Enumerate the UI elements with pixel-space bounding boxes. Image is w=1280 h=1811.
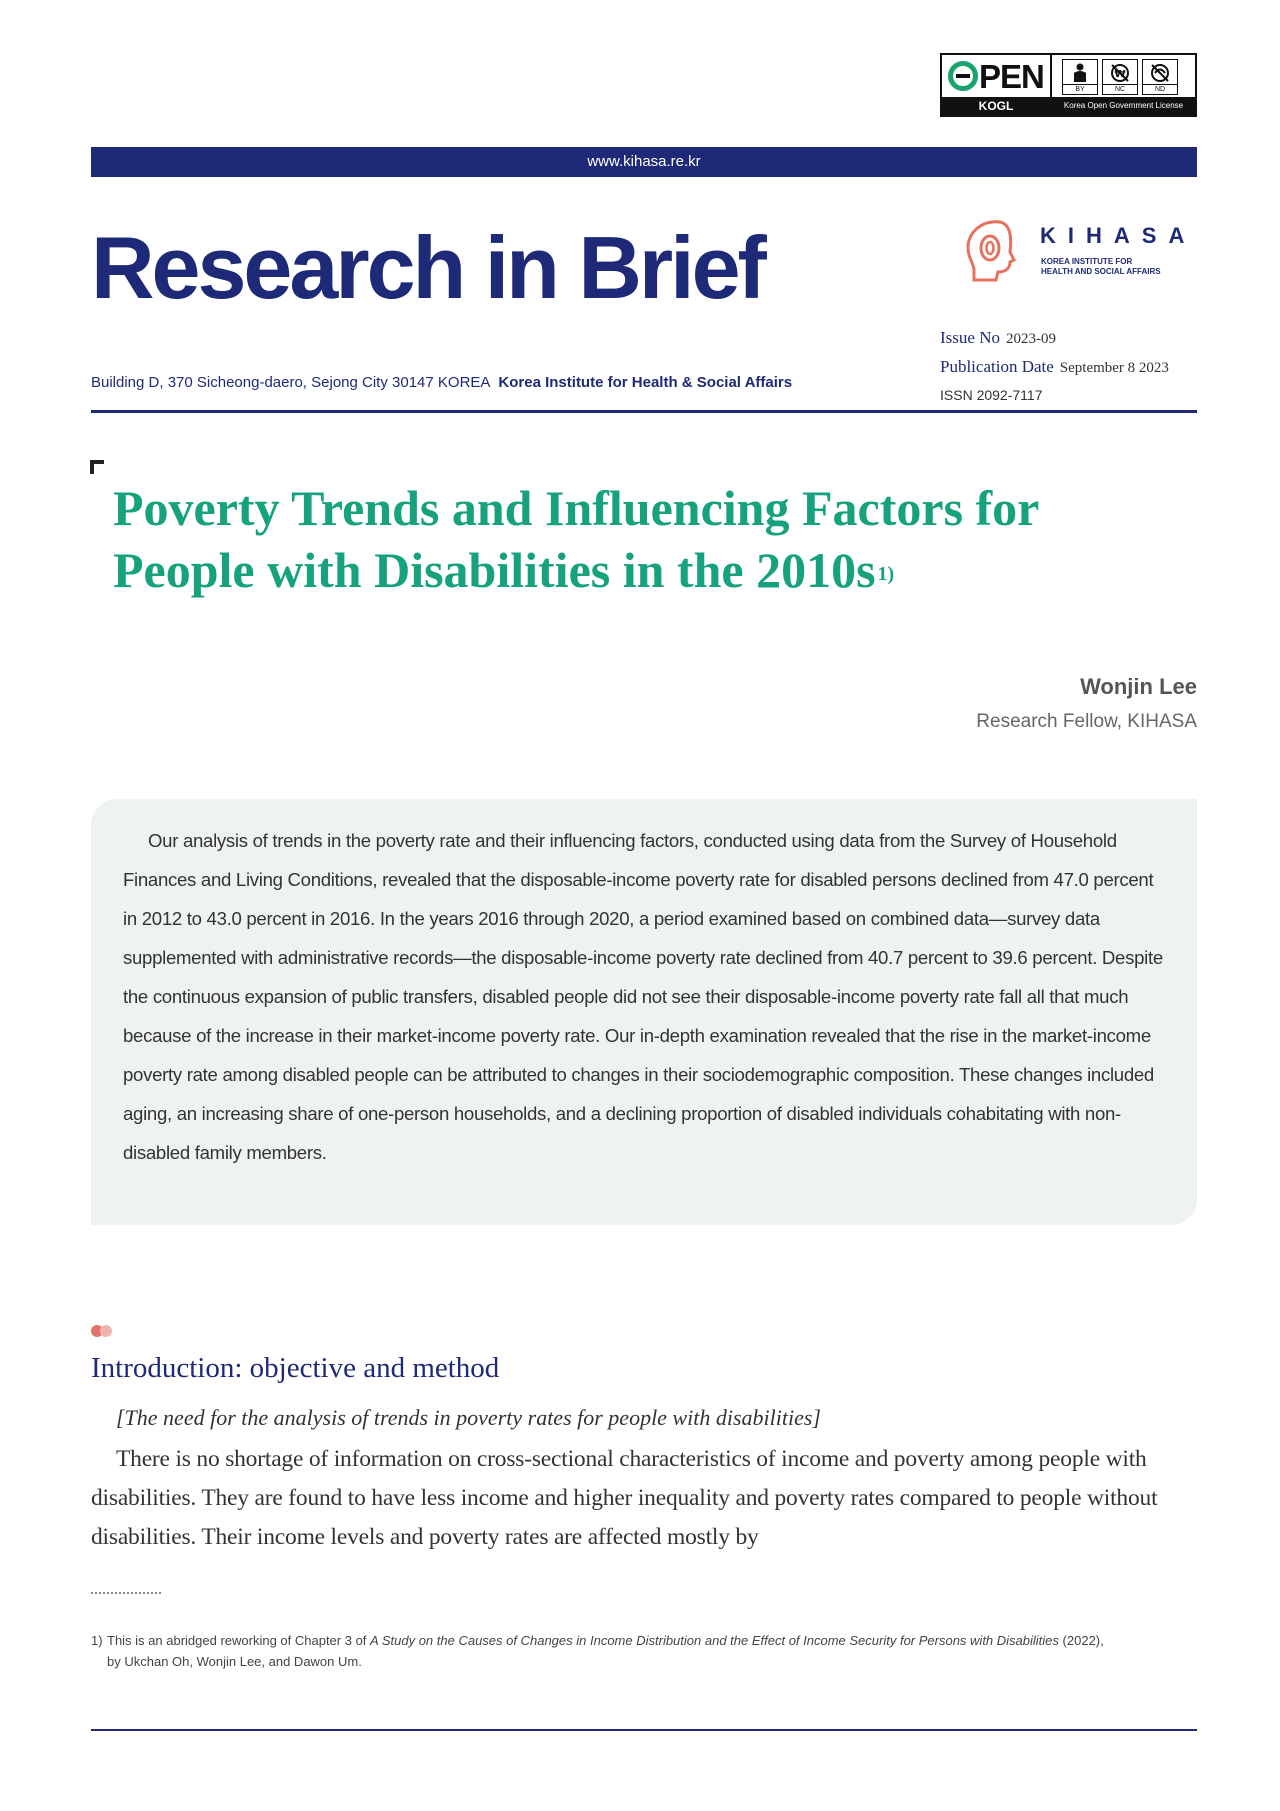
kihasa-wordmark: KIHASA xyxy=(1040,223,1197,248)
kihasa-full-name: KOREA INSTITUTE FOR HEALTH AND SOCIAL AFFAIRS xyxy=(1041,257,1161,276)
kihasa-head-logo-icon xyxy=(962,218,1022,284)
header-divider xyxy=(91,410,1197,413)
no-derivatives-icon: ND xyxy=(1142,59,1178,95)
footnote-reference[interactable]: 1) xyxy=(877,563,895,585)
section-subheading: [The need for the analysis of trends in poverty rates for people with disabilities] xyxy=(116,1405,821,1430)
footer-divider xyxy=(91,1729,1197,1731)
open-logo: PEN xyxy=(948,59,1044,95)
title-corner-mark xyxy=(90,460,104,474)
website-url-band[interactable]: www.kihasa.re.kr xyxy=(91,147,1197,177)
body-paragraph: There is no shortage of information on cross-sectional characteristics of income and poverty among people with disabilities. They are found to have less income and higher inequality and poverty rates compared to people without disabilities. Their income levels and poverty rates are affected mostly by xyxy=(91,1446,1158,1550)
svg-text:₩: ₩ xyxy=(1114,69,1126,80)
publication-date: Publication Date September 8 2023 xyxy=(940,357,1169,376)
author-role: Research Fellow, KIHASA xyxy=(976,711,1197,732)
footnote-number: 1) xyxy=(91,1633,103,1648)
institute-name: Korea Institute for Health & Social Affairs xyxy=(498,374,793,391)
section-heading: Introduction: objective and method xyxy=(91,1352,500,1384)
publication-masthead: Research in Brief xyxy=(91,218,764,317)
footnote: 1) This is an abridged reworking of Chapter 3 of A Study on the Causes of Changes in Income Distribution and the Effect of Income Security for Persons with Disabilities (2022), by Ukchan Oh, Wonjin Lee, and Dawon Um. xyxy=(91,1630,1201,1672)
issn: ISSN 2092-7117 xyxy=(940,387,1043,403)
kogl-mark xyxy=(942,55,1050,115)
article-title: Poverty Trends and Influencing Factors for People with Disabilities in the 2010s $^{1)}$ xyxy=(113,480,1040,598)
cited-work-title: A Study on the Causes of Changes in Income Distribution and the Effect of Income Security for Persons with Disabilities xyxy=(370,1633,1059,1648)
author-name: Wonjin Lee xyxy=(1080,674,1197,699)
section-bullet-dots-icon xyxy=(91,1324,112,1342)
no-commercial-icon: ₩ NC xyxy=(1102,59,1138,95)
abstract-box xyxy=(91,799,1197,1225)
kogl-caption: Korea Open Government License xyxy=(1052,97,1195,115)
footnote-separator xyxy=(91,1592,161,1594)
abstract-text: Our analysis of trends in the poverty rate and their influencing factors, conducted using data from the Survey of Household Finances and Living Conditions, revealed that the disposable-income poverty rate for disabled persons declined from 47.0 percent in 2012 to 43.0 percent in 2016. In the years 2016 through 2020, a period examined based on combined data—survey data supplemented with administrative records—the disposable-income poverty rate declined from 40.7 percent to 39.6 percent. Despite the continuous expansion of public transfers, disabled people did not see their disposable-income poverty rate fall all that much because of the increase in their market-income poverty rate. Our in-depth examination revealed that the rise in the market-income poverty rate among disabled people can be attributed to changes in their sociodemographic composition. These changes included aging, an increasing share of one-person households, and a declining proportion of disabled individuals cohabitating with non-disabled family members. xyxy=(123,830,1163,1163)
person-icon: BY xyxy=(1062,59,1098,95)
kogl-license-badge xyxy=(940,53,1197,117)
publisher-address xyxy=(91,374,792,391)
kogl-label: KOGL xyxy=(942,97,1050,115)
kogl-conditions xyxy=(1050,55,1195,115)
address-text: Building D, 370 Sicheong-daero, Sejong City 30147 KOREA xyxy=(91,374,491,391)
footnote-authors: by Ukchan Oh, Wonjin Lee, and Dawon Um. xyxy=(107,1654,362,1669)
issue-number: Issue No 2023-09 xyxy=(940,328,1056,347)
issue-info xyxy=(940,324,1169,409)
